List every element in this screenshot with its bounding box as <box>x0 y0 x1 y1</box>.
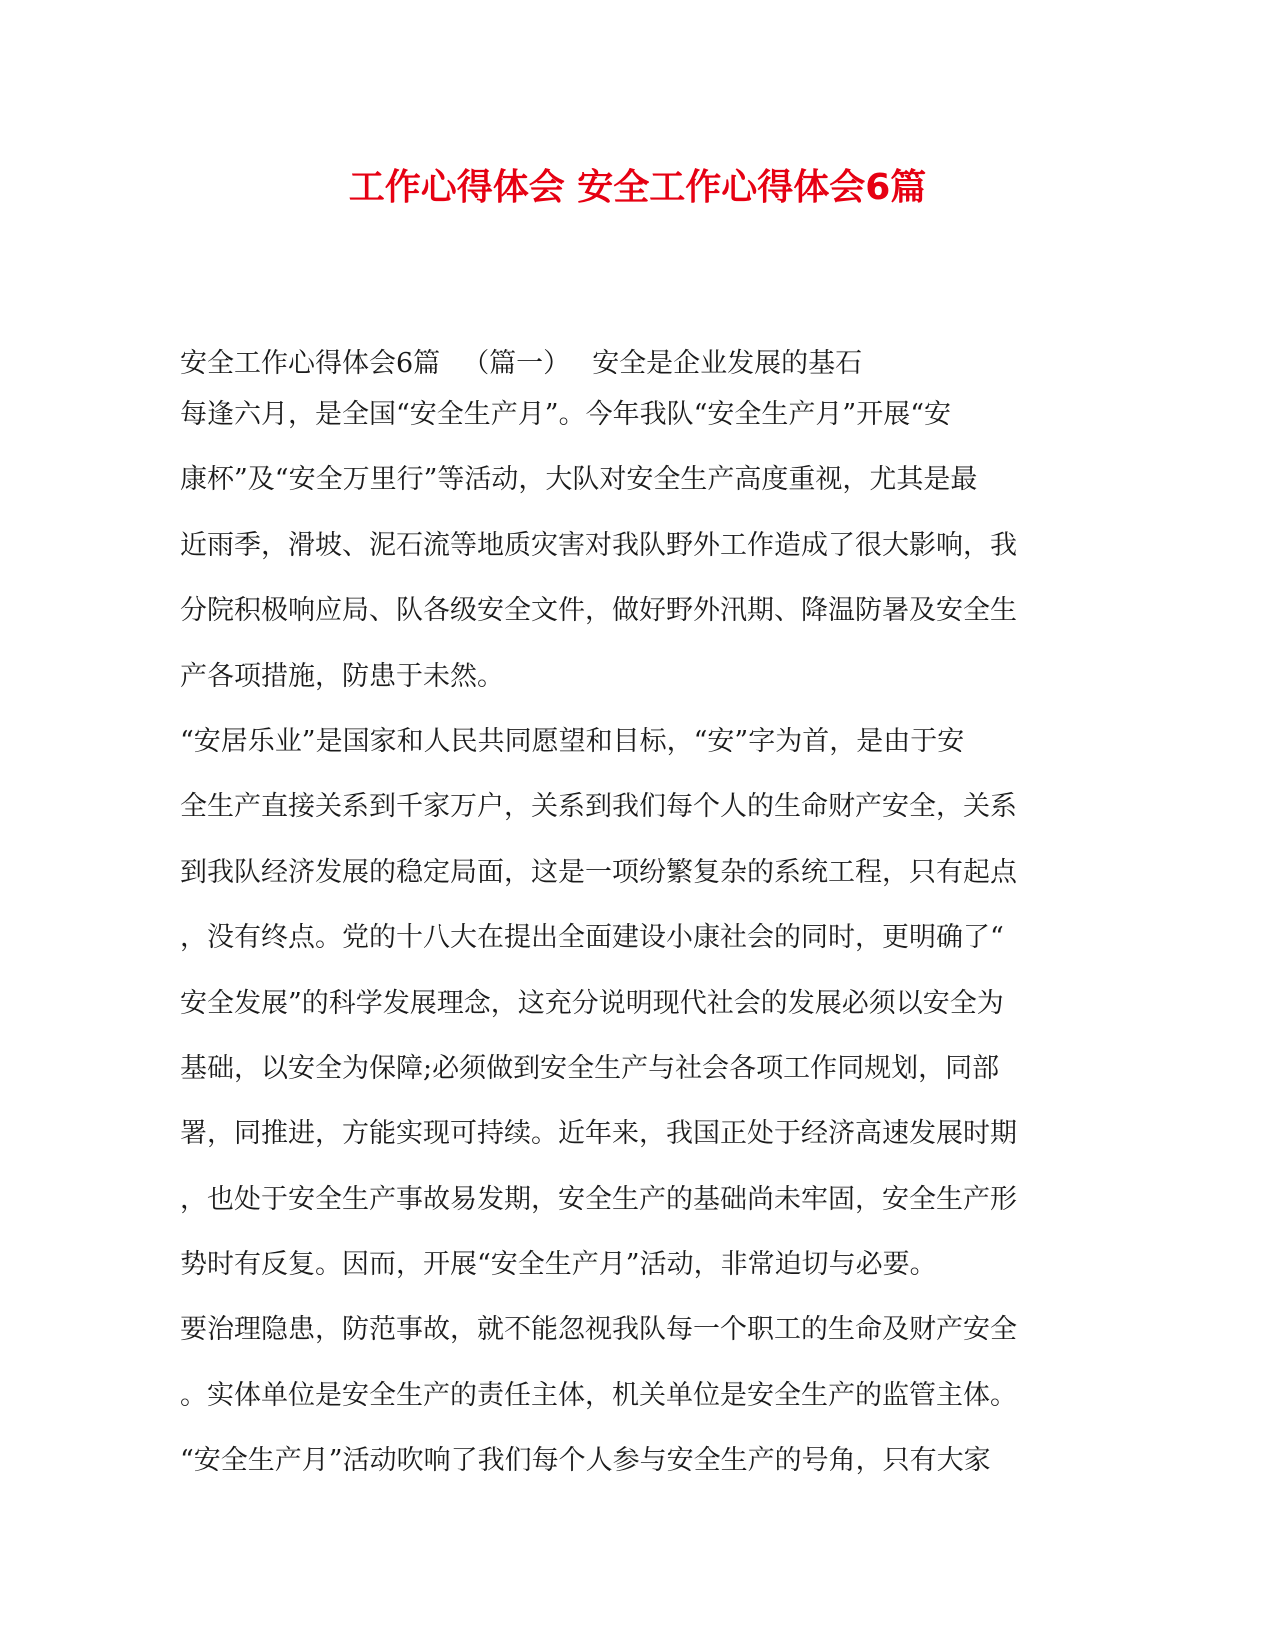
body-line: 署，同推进，方能实现可持续。近年来，我国正处于经济高速发展时期 <box>180 1118 1017 1150</box>
document-title: 工作心得体会 安全工作心得体会6篇 <box>348 167 927 208</box>
body-line: 要治理隐患，防范事故，就不能忽视我队每一个职工的生命及财产安全 <box>180 1314 1017 1346</box>
body-line: 分院积极响应局、队各级安全文件，做好野外汛期、降温防暑及安全生 <box>180 595 1017 627</box>
body-line: 全生产直接关系到千家万户，关系到我们每个人的生命财产安全，关系 <box>180 791 1017 823</box>
body-line: 安全发展”的科学发展理念，这充分说明现代社会的发展必须以安全为 <box>180 987 1004 1019</box>
body-line: 产各项措施，防患于未然。 <box>180 660 504 692</box>
body-line: 近雨季，滑坡、泥石流等地质灾害对我队野外工作造成了很大影响，我 <box>180 529 1017 561</box>
body-line: ，没有终点。党的十八大在提出全面建设小康社会的同时，更明确了“ <box>180 922 1004 954</box>
body-line: 每逢六月，是全国“安全生产月”。今年我队“安全生产月”开展“安 <box>180 399 952 430</box>
body-line: 势时有反复。因而，开展“安全生产月”活动，非常迫切与必要。 <box>180 1249 937 1281</box>
body-line: “安居乐业”是国家和人民共同愿望和目标，“安”字为首，是由于安 <box>180 725 965 757</box>
body-line: 到我队经济发展的稳定局面，这是一项纷繁复杂的系统工程，只有起点 <box>180 856 1017 888</box>
body-line: 。实体单位是安全生产的责任主体，机关单位是安全生产的监管主体。 <box>180 1379 1017 1411</box>
body-line: 基础，以安全为保障;必须做到安全生产与社会各项工作同规划，同部 <box>180 1052 1000 1084</box>
section-heading-topic: 安全是企业发展的基石 <box>592 348 863 379</box>
body-line: 康杯”及“安全万里行”等活动，大队对安全生产高度重视，尤其是最 <box>180 464 978 496</box>
section-heading <box>180 344 1080 384</box>
body-line: “安全生产月”活动吹响了我们每个人参与安全生产的号角，只有大家 <box>180 1445 991 1477</box>
section-heading-number: （篇一） <box>462 348 571 379</box>
section-heading-title: 安全工作心得体会6篇 <box>180 348 441 379</box>
body-line: ，也处于安全生产事故易发期，安全生产的基础尚未牢固，安全生产形 <box>180 1183 1017 1215</box>
document-body <box>180 382 1060 1494</box>
